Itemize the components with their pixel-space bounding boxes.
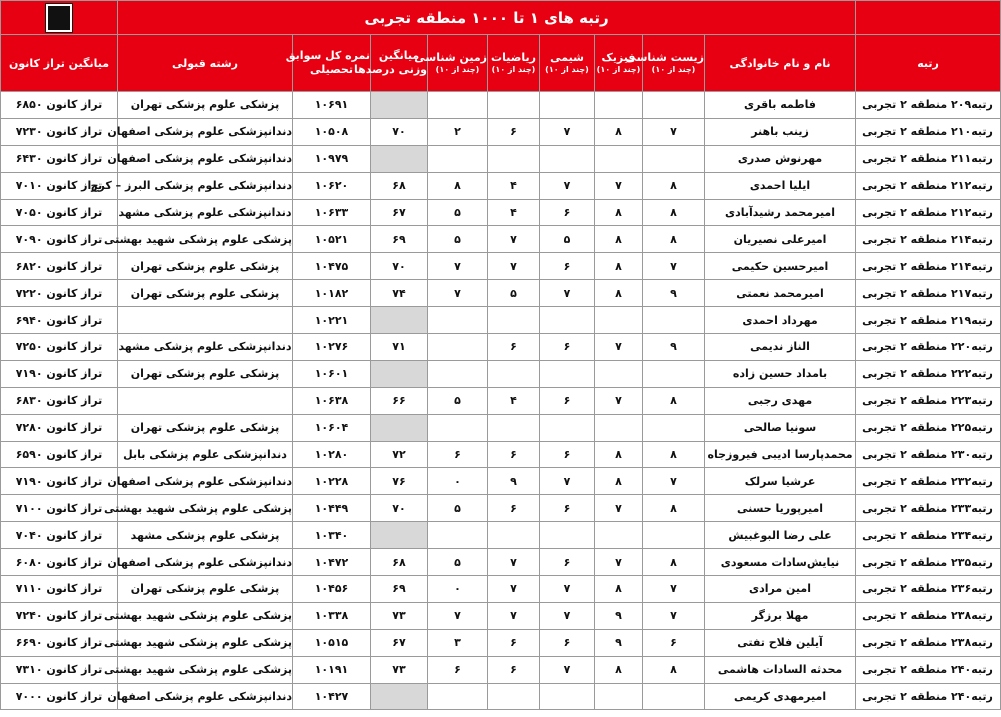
chemistry-cell [540, 92, 595, 119]
table-row [1, 118, 1001, 145]
name-cell: مهلا برزگر [705, 602, 856, 629]
record-cell: ۱۰۶۲۰ [293, 172, 371, 199]
konkur-avg-cell: تراز کانون ۷۰۴۰ [1, 522, 118, 549]
weighted-avg-cell: ۷۰ [371, 118, 428, 145]
physics-cell [595, 522, 643, 549]
name-cell: امیرحسین حکیمی [705, 253, 856, 280]
table-row [1, 307, 1001, 334]
geology-cell [428, 522, 488, 549]
table-row [1, 334, 1001, 361]
biology-cell: ۹ [643, 334, 705, 361]
record-cell: ۱۰۴۷۲ [293, 549, 371, 576]
biology-cell: ۷ [643, 576, 705, 603]
konkur-avg-cell: تراز کانون ۷۱۰۰ [1, 495, 118, 522]
rank-cell: رتبه۲۱۴ منطقه ۲ تجربی [856, 253, 1001, 280]
header-math: ریاضیات (چند از ۱۰) [488, 35, 540, 92]
name-cell: آیلین فلاح تفتی [705, 629, 856, 656]
physics-cell: ۹ [595, 629, 643, 656]
math-cell: ۹ [488, 468, 540, 495]
biology-cell [643, 92, 705, 119]
name-cell: مهرنوش صدری [705, 145, 856, 172]
chemistry-cell: ۷ [540, 172, 595, 199]
biology-cell: ۸ [643, 495, 705, 522]
logo-cell [1, 1, 118, 35]
geology-cell: ۸ [428, 172, 488, 199]
weighted-avg-cell [371, 92, 428, 119]
rank-cell: رتبه۲۳۸ منطقه ۲ تجربی [856, 602, 1001, 629]
name-cell: امیرمحمد رشیدآبادی [705, 199, 856, 226]
name-cell: سونیا صالحی [705, 414, 856, 441]
weighted-avg-cell: ۷۳ [371, 602, 428, 629]
title-spacer-cell [856, 1, 1001, 35]
table-row [1, 387, 1001, 414]
rank-cell: رتبه۲۱۲ منطقه ۲ تجربی [856, 199, 1001, 226]
math-cell: ۵ [488, 280, 540, 307]
konkur-avg-cell: تراز کانون ۷۰۰۰ [1, 683, 118, 710]
name-cell: مهدی رجبی [705, 387, 856, 414]
math-cell [488, 307, 540, 334]
physics-cell: ۷ [595, 549, 643, 576]
record-cell: ۱۰۳۴۰ [293, 522, 371, 549]
konkur-avg-cell: تراز کانون ۶۶۹۰ [1, 629, 118, 656]
geology-cell: ۰ [428, 576, 488, 603]
math-cell: ۶ [488, 656, 540, 683]
geology-cell: ۶ [428, 656, 488, 683]
header-name: نام و نام خانوادگی [705, 35, 856, 92]
major-cell: دندانپزشکی علوم پزشکی اصفهان [118, 145, 293, 172]
record-cell: ۱۰۲۷۶ [293, 334, 371, 361]
major-cell: پزشکی علوم پزشکی شهید بهشتی [118, 495, 293, 522]
weighted-avg-cell: ۶۷ [371, 629, 428, 656]
rank-cell: رتبه۲۳۶ منطقه ۲ تجربی [856, 576, 1001, 603]
konkur-avg-cell: تراز کانون ۷۱۱۰ [1, 576, 118, 603]
major-cell: پزشکی علوم پزشکی شهید بهشتی [118, 602, 293, 629]
physics-cell: ۷ [595, 387, 643, 414]
konkur-avg-cell: تراز کانون ۷۰۵۰ [1, 199, 118, 226]
math-cell [488, 522, 540, 549]
math-cell: ۶ [488, 334, 540, 361]
biology-cell [643, 522, 705, 549]
table-row [1, 280, 1001, 307]
rank-cell: رتبه۲۳۲ منطقه ۲ تجربی [856, 468, 1001, 495]
record-cell: ۱۰۲۲۸ [293, 468, 371, 495]
chemistry-cell: ۶ [540, 441, 595, 468]
chemistry-cell: ۶ [540, 387, 595, 414]
geology-cell [428, 145, 488, 172]
table-row [1, 576, 1001, 603]
rank-cell: رتبه۲۲۵ منطقه ۲ تجربی [856, 414, 1001, 441]
rank-cell: رتبه۲۳۴ منطقه ۲ تجربی [856, 522, 1001, 549]
weighted-avg-cell: ۷۱ [371, 334, 428, 361]
table-row [1, 414, 1001, 441]
table-title-cell [118, 1, 856, 35]
weighted-avg-cell [371, 360, 428, 387]
konkur-avg-cell: تراز کانون ۶۴۳۰ [1, 145, 118, 172]
weighted-avg-cell: ۶۹ [371, 226, 428, 253]
rank-cell: رتبه۲۴۰ منطقه ۲ تجربی [856, 656, 1001, 683]
physics-cell [595, 414, 643, 441]
table-row [1, 629, 1001, 656]
geology-cell: ۷ [428, 602, 488, 629]
biology-cell: ۸ [643, 226, 705, 253]
konkur-avg-cell: تراز کانون ۶۹۴۰ [1, 307, 118, 334]
header-physics: فیزیک (چند از ۱۰) [595, 35, 643, 92]
geology-cell [428, 92, 488, 119]
header-rank: رتبه [856, 35, 1001, 92]
chemistry-cell [540, 145, 595, 172]
rank-cell: رتبه۲۲۰ منطقه ۲ تجربی [856, 334, 1001, 361]
weighted-avg-cell: ۷۰ [371, 495, 428, 522]
physics-cell: ۸ [595, 199, 643, 226]
table-row [1, 226, 1001, 253]
physics-cell: ۷ [595, 334, 643, 361]
rank-cell: رتبه۲۰۹ منطقه ۲ تجربی [856, 92, 1001, 119]
konkur-avg-cell: تراز کانون ۶۰۸۰ [1, 549, 118, 576]
name-cell: امیرعلی نصیریان [705, 226, 856, 253]
chemistry-cell [540, 360, 595, 387]
header-major: رشته قبولی [118, 35, 293, 92]
chemistry-cell: ۷ [540, 468, 595, 495]
biology-cell: ۸ [643, 656, 705, 683]
major-cell: پزشکی علوم پزشکی تهران [118, 414, 293, 441]
record-cell: ۱۰۹۷۹ [293, 145, 371, 172]
konkur-avg-cell: تراز کانون ۷۰۹۰ [1, 226, 118, 253]
biology-cell [643, 683, 705, 710]
weighted-avg-cell [371, 414, 428, 441]
biology-cell: ۸ [643, 199, 705, 226]
table-row [1, 683, 1001, 710]
konkur-avg-cell: تراز کانون ۷۳۱۰ [1, 656, 118, 683]
konkur-avg-cell: تراز کانون ۷۰۱۰ [1, 172, 118, 199]
rank-cell: رتبه۲۱۲ منطقه ۲ تجربی [856, 172, 1001, 199]
physics-cell: ۸ [595, 656, 643, 683]
weighted-avg-cell: ۷۶ [371, 468, 428, 495]
record-cell: ۱۰۴۵۶ [293, 576, 371, 603]
chemistry-cell: ۷ [540, 576, 595, 603]
biology-cell [643, 307, 705, 334]
chemistry-cell [540, 683, 595, 710]
math-cell: ۴ [488, 172, 540, 199]
name-cell: امیرمحمد نعمتی [705, 280, 856, 307]
major-cell: دندانپزشکی علوم پزشکی بابل [118, 441, 293, 468]
math-cell [488, 414, 540, 441]
physics-cell: ۹ [595, 602, 643, 629]
biology-cell: ۸ [643, 387, 705, 414]
chemistry-cell [540, 307, 595, 334]
black-square-logo-icon [46, 4, 72, 32]
name-cell: محمدپارسا ادیبی فیروزجاه [705, 441, 856, 468]
geology-cell [428, 414, 488, 441]
geology-cell: ۶ [428, 441, 488, 468]
table-row [1, 549, 1001, 576]
name-cell: امیرپوریا حسنی [705, 495, 856, 522]
record-cell: ۱۰۵۱۵ [293, 629, 371, 656]
math-cell: ۷ [488, 226, 540, 253]
biology-cell: ۸ [643, 441, 705, 468]
major-cell: پزشکی علوم پزشکی تهران [118, 92, 293, 119]
major-cell: پزشکی علوم پزشکی شهید بهشتی [118, 226, 293, 253]
major-cell: دندانپزشکی علوم پزشکی اصفهان [118, 549, 293, 576]
table-row [1, 92, 1001, 119]
physics-cell [595, 145, 643, 172]
physics-cell [595, 360, 643, 387]
weighted-avg-cell [371, 522, 428, 549]
physics-cell: ۸ [595, 468, 643, 495]
math-cell: ۷ [488, 253, 540, 280]
geology-cell: ۲ [428, 118, 488, 145]
major-cell: پزشکی علوم پزشکی شهید بهشتی [118, 656, 293, 683]
rank-cell: رتبه۲۲۲ منطقه ۲ تجربی [856, 360, 1001, 387]
physics-cell: ۸ [595, 253, 643, 280]
rank-cell: رتبه۲۳۸ منطقه ۲ تجربی [856, 629, 1001, 656]
biology-cell: ۸ [643, 172, 705, 199]
major-cell: دندانپزشکی علوم پزشکی مشهد [118, 334, 293, 361]
major-cell: دندانپزشکی علوم پزشکی اصفهان [118, 468, 293, 495]
table-row [1, 656, 1001, 683]
chemistry-cell: ۷ [540, 602, 595, 629]
konkur-avg-cell: تراز کانون ۶۸۳۰ [1, 387, 118, 414]
name-cell: فاطمه باقری [705, 92, 856, 119]
chemistry-cell: ۷ [540, 656, 595, 683]
chemistry-cell: ۶ [540, 495, 595, 522]
name-cell: امین مرادی [705, 576, 856, 603]
math-cell [488, 360, 540, 387]
title-row [1, 1, 1001, 35]
major-cell: پزشکی علوم پزشکی تهران [118, 253, 293, 280]
name-cell: الناز ندیمی [705, 334, 856, 361]
record-cell: ۱۰۱۹۱ [293, 656, 371, 683]
physics-cell: ۸ [595, 576, 643, 603]
physics-cell: ۷ [595, 172, 643, 199]
header-row [1, 35, 1001, 92]
math-cell: ۴ [488, 199, 540, 226]
record-cell: ۱۰۶۳۳ [293, 199, 371, 226]
physics-cell: ۸ [595, 118, 643, 145]
rank-cell: رتبه۲۲۳ منطقه ۲ تجربی [856, 387, 1001, 414]
table-row [1, 495, 1001, 522]
header-biology: زیست شناسی (چند از ۱۰) [643, 35, 705, 92]
konkur-avg-cell: تراز کانون ۶۸۵۰ [1, 92, 118, 119]
rank-cell: رتبه۲۳۳ منطقه ۲ تجربی [856, 495, 1001, 522]
biology-cell [643, 414, 705, 441]
rank-cell: رتبه۲۱۷ منطقه ۲ تجربی [856, 280, 1001, 307]
weighted-avg-cell [371, 145, 428, 172]
biology-cell [643, 145, 705, 172]
math-cell [488, 145, 540, 172]
name-cell: عرشیا سرلک [705, 468, 856, 495]
major-cell: پزشکی علوم پزشکی مشهد [118, 522, 293, 549]
major-cell: دندانپزشکی علوم پزشکی مشهد [118, 199, 293, 226]
math-cell: ۶ [488, 495, 540, 522]
biology-cell: ۷ [643, 253, 705, 280]
physics-cell [595, 307, 643, 334]
header-record: نمره کل سوابق تحصیلی [293, 35, 371, 92]
geology-cell [428, 334, 488, 361]
geology-cell: ۷ [428, 280, 488, 307]
math-cell: ۷ [488, 549, 540, 576]
weighted-avg-cell [371, 683, 428, 710]
record-cell: ۱۰۲۸۰ [293, 441, 371, 468]
table-row [1, 145, 1001, 172]
chemistry-cell: ۶ [540, 549, 595, 576]
konkur-avg-cell: تراز کانون ۷۱۹۰ [1, 360, 118, 387]
chemistry-cell [540, 414, 595, 441]
chemistry-cell: ۷ [540, 118, 595, 145]
record-cell: ۱۰۵۲۱ [293, 226, 371, 253]
rank-cell: رتبه۲۱۹ منطقه ۲ تجربی [856, 307, 1001, 334]
konkur-avg-cell: تراز کانون ۷۱۹۰ [1, 468, 118, 495]
biology-cell [643, 360, 705, 387]
biology-cell: ۷ [643, 468, 705, 495]
math-cell: ۷ [488, 602, 540, 629]
record-cell: ۱۰۳۳۸ [293, 602, 371, 629]
table-row [1, 441, 1001, 468]
record-cell: ۱۰۶۰۱ [293, 360, 371, 387]
rank-cell: رتبه۲۴۰ منطقه ۲ تجربی [856, 683, 1001, 710]
weighted-avg-cell [371, 307, 428, 334]
weighted-avg-cell: ۶۷ [371, 199, 428, 226]
geology-cell: ۵ [428, 387, 488, 414]
physics-cell: ۸ [595, 441, 643, 468]
geology-cell: ۵ [428, 226, 488, 253]
chemistry-cell: ۵ [540, 226, 595, 253]
weighted-avg-cell: ۷۲ [371, 441, 428, 468]
geology-cell: ۰ [428, 468, 488, 495]
weighted-avg-cell: ۷۴ [371, 280, 428, 307]
geology-cell: ۵ [428, 549, 488, 576]
konkur-avg-cell: تراز کانون ۷۲۲۰ [1, 280, 118, 307]
konkur-avg-cell: تراز کانون ۷۲۸۰ [1, 414, 118, 441]
math-cell [488, 683, 540, 710]
biology-cell: ۷ [643, 602, 705, 629]
physics-cell: ۸ [595, 280, 643, 307]
record-cell: ۱۰۴۴۹ [293, 495, 371, 522]
weighted-avg-cell: ۶۹ [371, 576, 428, 603]
konkur-avg-cell: تراز کانون ۷۲۵۰ [1, 334, 118, 361]
konkur-avg-cell: تراز کانون ۶۸۲۰ [1, 253, 118, 280]
weighted-avg-cell: ۶۶ [371, 387, 428, 414]
major-cell: دندانپزشکی علوم پزشکی اصفهان [118, 683, 293, 710]
geology-cell: ۳ [428, 629, 488, 656]
header-geology: زمین شناسی (چند از ۱۰) [428, 35, 488, 92]
physics-cell: ۸ [595, 226, 643, 253]
record-cell: ۱۰۶۰۴ [293, 414, 371, 441]
chemistry-cell [540, 522, 595, 549]
biology-cell: ۷ [643, 118, 705, 145]
math-cell: ۶ [488, 629, 540, 656]
math-cell: ۴ [488, 387, 540, 414]
biology-cell: ۹ [643, 280, 705, 307]
record-cell: ۱۰۵۰۸ [293, 118, 371, 145]
geology-cell: ۵ [428, 495, 488, 522]
konkur-avg-cell: تراز کانون ۷۲۳۰ [1, 118, 118, 145]
math-cell: ۶ [488, 118, 540, 145]
konkur-avg-cell: تراز کانون ۷۲۴۰ [1, 602, 118, 629]
table-row [1, 360, 1001, 387]
name-cell: محدثه السادات هاشمی [705, 656, 856, 683]
math-cell [488, 92, 540, 119]
geology-cell [428, 307, 488, 334]
table-title: رتبه های ۱ تا ۱۰۰۰ منطقه تجربی [364, 8, 609, 27]
major-cell [118, 387, 293, 414]
name-cell: ایلیا احمدی [705, 172, 856, 199]
geology-cell: ۵ [428, 199, 488, 226]
major-cell: دندانپزشکی علوم پزشکی البرز – کرج [118, 172, 293, 199]
chemistry-cell: ۶ [540, 629, 595, 656]
name-cell: نیایش‌سادات مسعودی [705, 549, 856, 576]
major-cell: پزشکی علوم پزشکی شهید بهشتی [118, 629, 293, 656]
table-row [1, 172, 1001, 199]
biology-cell: ۶ [643, 629, 705, 656]
table-row [1, 199, 1001, 226]
record-cell: ۱۰۶۹۱ [293, 92, 371, 119]
header-chemistry: شیمی (چند از ۱۰) [540, 35, 595, 92]
konkur-avg-cell: تراز کانون ۶۵۹۰ [1, 441, 118, 468]
table-row [1, 468, 1001, 495]
physics-cell [595, 92, 643, 119]
chemistry-cell: ۶ [540, 334, 595, 361]
weighted-avg-cell: ۷۳ [371, 656, 428, 683]
geology-cell: ۷ [428, 253, 488, 280]
record-cell: ۱۰۴۷۵ [293, 253, 371, 280]
record-cell: ۱۰۴۲۷ [293, 683, 371, 710]
geology-cell [428, 683, 488, 710]
name-cell: زینب باهنر [705, 118, 856, 145]
record-cell: ۱۰۱۸۲ [293, 280, 371, 307]
chemistry-cell: ۶ [540, 199, 595, 226]
major-cell: پزشکی علوم پزشکی تهران [118, 576, 293, 603]
math-cell: ۶ [488, 441, 540, 468]
major-cell: پزشکی علوم پزشکی تهران [118, 280, 293, 307]
major-cell: پزشکی علوم پزشکی تهران [118, 360, 293, 387]
physics-cell [595, 683, 643, 710]
rank-cell: رتبه۲۳۵ منطقه ۲ تجربی [856, 549, 1001, 576]
name-cell: بامداد حسین زاده [705, 360, 856, 387]
record-cell: ۱۰۲۲۱ [293, 307, 371, 334]
rank-cell: رتبه۲۳۰ منطقه ۲ تجربی [856, 441, 1001, 468]
chemistry-cell: ۷ [540, 280, 595, 307]
rank-cell: رتبه۲۱۱ منطقه ۲ تجربی [856, 145, 1001, 172]
geology-cell [428, 360, 488, 387]
table-row [1, 522, 1001, 549]
table-row [1, 602, 1001, 629]
biology-cell: ۸ [643, 549, 705, 576]
header-weighted-avg: میانگین وزنی درصدها [371, 35, 428, 92]
name-cell: مهرداد احمدی [705, 307, 856, 334]
major-cell: دندانپزشکی علوم پزشکی اصفهان [118, 118, 293, 145]
name-cell: امیرمهدی کریمی [705, 683, 856, 710]
rank-cell: رتبه۲۱۴ منطقه ۲ تجربی [856, 226, 1001, 253]
record-cell: ۱۰۶۳۸ [293, 387, 371, 414]
major-cell [118, 307, 293, 334]
weighted-avg-cell: ۷۰ [371, 253, 428, 280]
name-cell: علی رضا البوغبیش [705, 522, 856, 549]
weighted-avg-cell: ۶۸ [371, 549, 428, 576]
table-row [1, 253, 1001, 280]
physics-cell: ۷ [595, 495, 643, 522]
weighted-avg-cell: ۶۸ [371, 172, 428, 199]
header-konkur-avg: میانگین تراز کانون [1, 35, 118, 92]
rank-cell: رتبه۲۱۰ منطقه ۲ تجربی [856, 118, 1001, 145]
chemistry-cell: ۶ [540, 253, 595, 280]
math-cell: ۷ [488, 576, 540, 603]
